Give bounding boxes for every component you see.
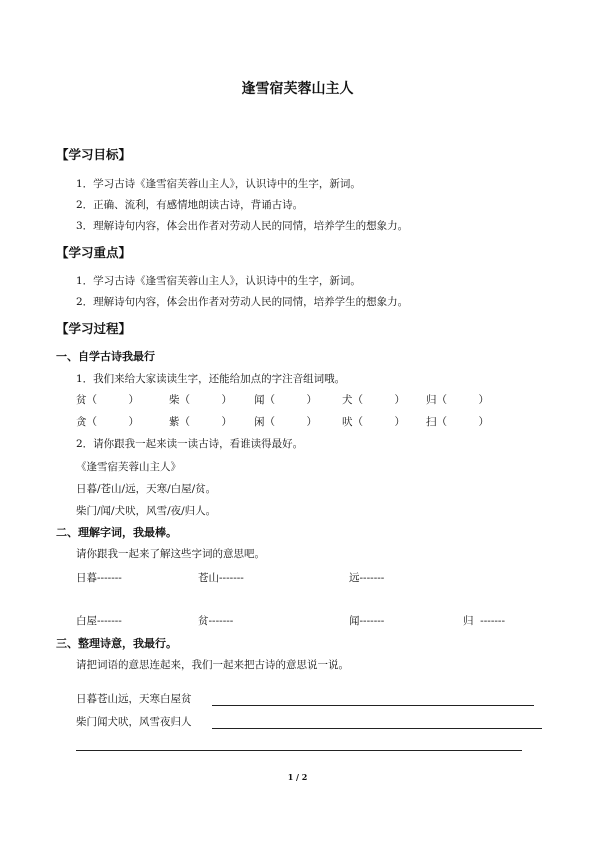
word-blank: 闻------- [349,615,385,627]
page-number: 1 / 2 [287,772,308,782]
word-blank: 日暮------- [76,572,122,584]
focus-item-1: 1．学习古诗《逢雪宿芙蓉山主人》，认识诗中的生字，新词。 [76,275,361,287]
answer-line[interactable] [212,728,542,729]
focus-item-2: 2．理解诗句内容，体会出作者对劳动人民的同情，培养学生的想象力。 [76,296,409,308]
word-blank: 白屋------- [76,615,122,627]
word-blank: 远------- [349,572,385,584]
char-item: 贫（ ） [76,394,139,406]
page-title: 逢雪宿芙蓉山主人 [241,81,354,97]
word-blank: 归 ------- [463,615,506,627]
goal-item-3: 3．理解诗句内容，体会出作者对劳动人民的同情，培养学生的想象力。 [76,220,409,232]
answer-line[interactable] [212,705,534,706]
char-item: 吠（ ） [342,416,405,428]
part2-heading: 二、理解字词，我最棒。 [56,526,177,539]
poem-line-1: 日暮/苍山/远，天寒/白屋/贫。 [76,483,217,495]
char-item: 犬（ ） [342,394,405,406]
part3-heading: 三、整理诗意，我最行。 [56,637,177,650]
part1-heading: 一、自学古诗我最行 [56,350,155,363]
char-item: 紫（ ） [169,416,232,428]
char-item: 扫（ ） [426,416,489,428]
char-item: 闲（ ） [254,416,317,428]
part1-question-2: 2．请你跟我一起来读一读古诗，看谁读得最好。 [76,438,304,450]
part3-intro: 请把词语的意思连起来，我们一起来把古诗的意思说一说。 [76,659,349,671]
goal-item-2: 2．正确、流利，有感情地朗读古诗，背诵古诗。 [76,199,304,211]
char-item: 柴（ ） [169,394,232,406]
focus-heading: 【学习重点】 [56,245,132,260]
char-item: 归（ ） [426,394,489,406]
char-item: 贪（ ） [76,416,139,428]
part1-question-1: 1．我们来给大家读读生字，还能给加点的字注音组词哦。 [76,373,346,385]
process-heading: 【学习过程】 [56,321,132,336]
poem-title: 《逢雪宿芙蓉山主人》 [76,461,181,473]
goals-heading: 【学习目标】 [56,147,132,162]
answer-line[interactable] [76,750,522,751]
part2-intro: 请你跟我一起来了解这些字词的意思吧。 [76,548,265,560]
char-item: 闻（ ） [254,394,317,406]
meaning-line-2-label: 柴门闻犬吠，风雪夜归人 [76,716,192,728]
meaning-line-1-label: 日暮苍山远，天寒白屋贫 [76,693,192,705]
goal-item-1: 1．学习古诗《逢雪宿芙蓉山主人》，认识诗中的生字，新词。 [76,178,361,190]
word-blank: 贫------- [198,615,234,627]
word-blank: 苍山------- [198,572,244,584]
poem-line-2: 柴门/闻/犬吠，风雪/夜/归人。 [76,505,217,517]
